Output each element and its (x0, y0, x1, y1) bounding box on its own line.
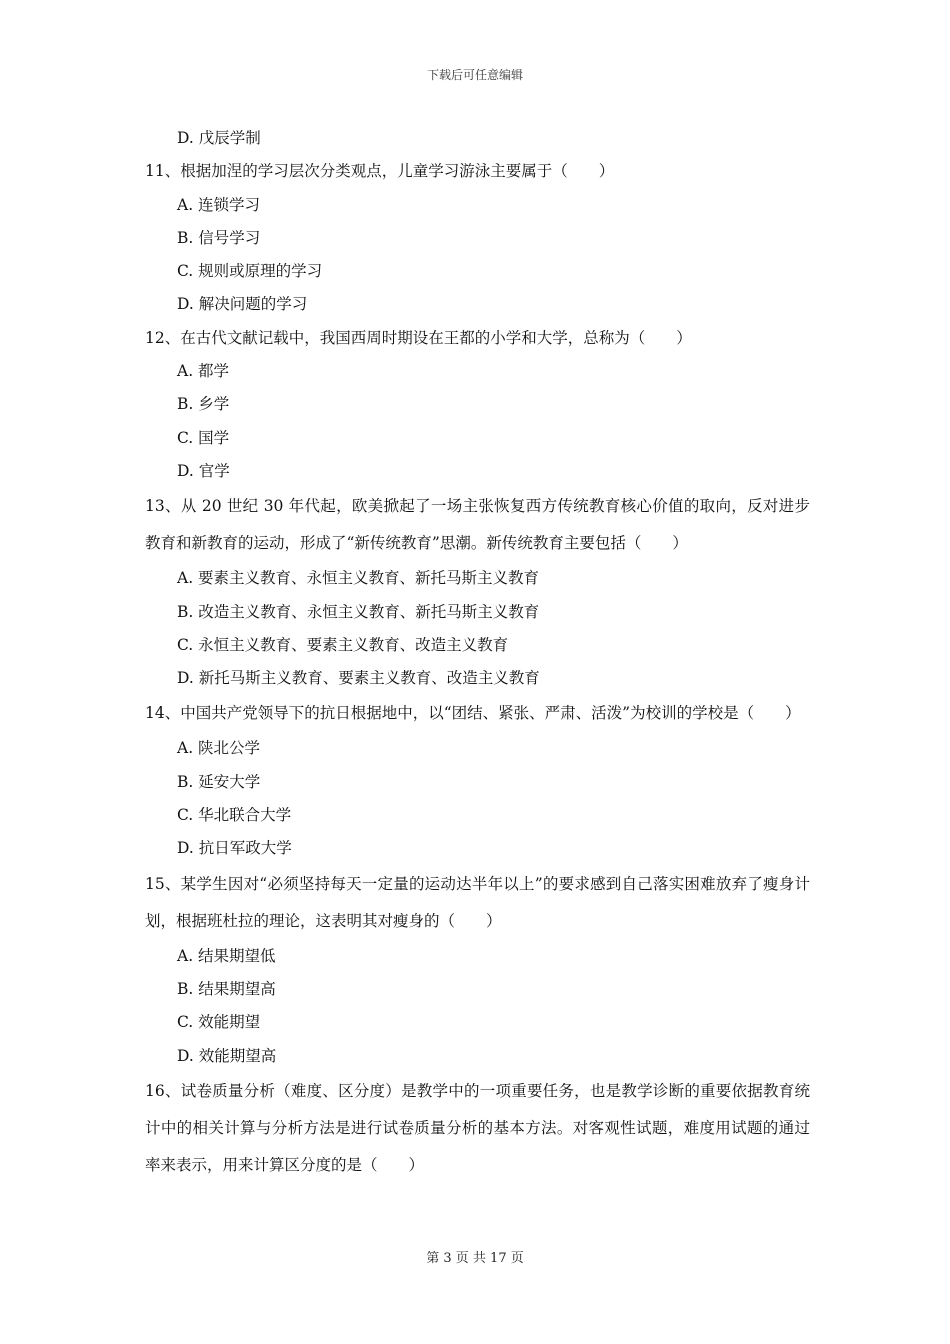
option: B. 乡学 (177, 395, 230, 414)
question-12 (145, 322, 810, 488)
option: C. 效能期望 (177, 1013, 261, 1032)
option: A. 连锁学习 (177, 195, 261, 214)
question-stem: 15、某学生因对“必须坚持每天一定量的运动达半年以上”的要求感到自己落实困难放弃了瘦身计划，根据班杜拉的理论，这表明其对瘦身的（ ） (145, 874, 810, 930)
question-11 (145, 155, 810, 321)
question-16 (145, 1073, 810, 1184)
option: A. 结果期望低 (177, 946, 276, 965)
option: B. 结果期望高 (177, 979, 276, 998)
question-15 (145, 866, 810, 1073)
option: D. 效能期望高 (177, 1046, 277, 1065)
option: C. 华北联合大学 (177, 806, 292, 825)
document-body (145, 122, 810, 1184)
option: D. 新托马斯主义教育、要素主义教育、改造主义教育 (177, 669, 540, 688)
question-stem: 12、在古代文献记载中，我国西周时期设在王都的小学和大学，总称为（ ） (145, 328, 692, 347)
option: D. 抗日军政大学 (177, 839, 292, 858)
question-stem: 16、试卷质量分析（难度、区分度）是教学中的一项重要任务，也是教学诊断的重要依据教育统计中的相关计算与分析方法是进行试卷质量分析的基本方法。对客观性试题，难度用试题的通过率来表示，用来计算区分度的是（ ） (145, 1081, 810, 1174)
option: A. 都学 (177, 362, 230, 381)
option: C. 规则或原理的学习 (177, 262, 323, 281)
option: B. 改造主义教育、永恒主义教育、新托马斯主义教育 (177, 602, 540, 621)
question-13 (145, 488, 810, 695)
option: D. 官学 (177, 461, 230, 480)
option: C. 国学 (177, 428, 230, 447)
option-carryover: D. 戊辰学制 (177, 129, 261, 147)
question-14 (145, 695, 810, 865)
option: B. 延安大学 (177, 772, 261, 791)
question-stem: 11、根据加涅的学习层次分类观点，儿童学习游泳主要属于（ ） (145, 162, 615, 181)
option: A. 要素主义教育、永恒主义教育、新托马斯主义教育 (177, 569, 540, 588)
option: D. 解决问题的学习 (177, 295, 308, 314)
page-header: 下载后可任意编辑 (426, 68, 523, 82)
option: C. 永恒主义教育、要素主义教育、改造主义教育 (177, 635, 509, 654)
page-footer: 第 3 页 共 17 页 (426, 1251, 524, 1266)
question-stem: 13、从 20 世纪 30 年代起，欧美掀起了一场主张恢复西方传统教育核心价值的取向，反对进步教育和新教育的运动，形成了“新传统教育”思潮。新传统教育主要包括（ ） (145, 497, 810, 553)
option: A. 陕北公学 (177, 739, 261, 758)
question-stem: 14、中国共产党领导下的抗日根据地中，以“团结、紧张、严肃、活泼”为校训的学校是（ ） (145, 704, 801, 723)
option: B. 信号学习 (177, 228, 261, 247)
